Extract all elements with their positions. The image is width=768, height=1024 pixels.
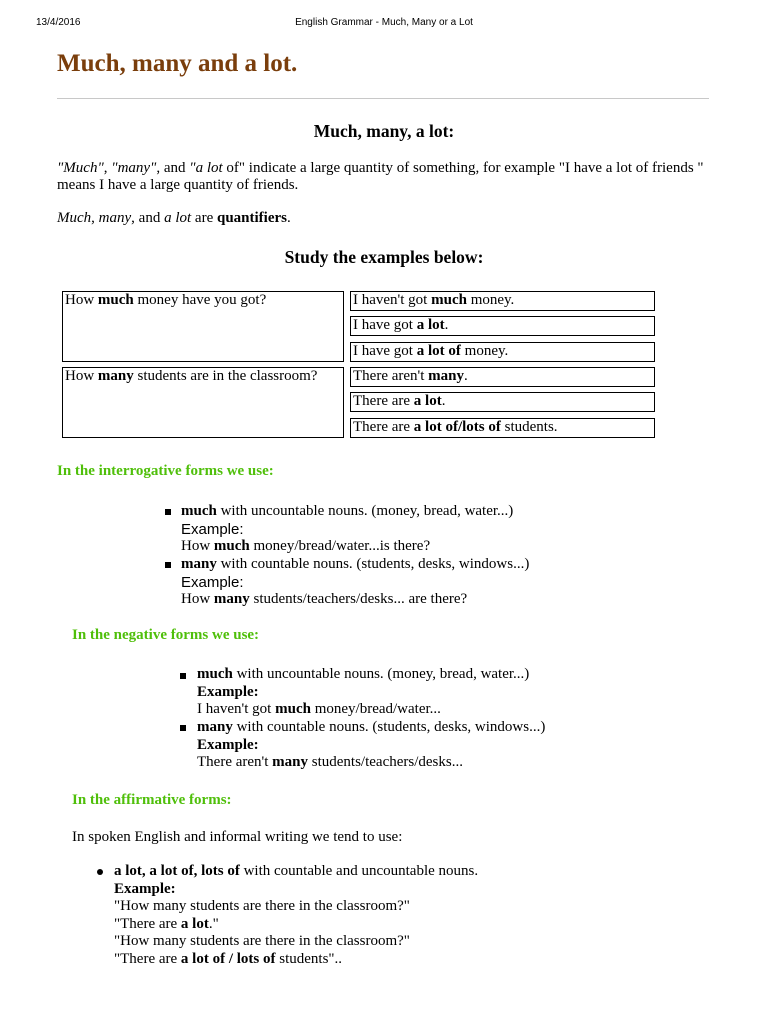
list-item xyxy=(197,719,545,772)
divider xyxy=(57,98,709,99)
ex-post: students/teachers/desks... xyxy=(308,754,463,770)
print-date: 13/4/2016 xyxy=(36,17,81,28)
intro-sep1: , xyxy=(103,160,112,176)
a6-post: students. xyxy=(500,419,558,435)
ex-pre: How xyxy=(181,591,214,607)
intro-alot: "a lot xyxy=(189,160,223,176)
item-text: with countable and uncountable nouns. xyxy=(239,863,479,879)
q1-post: money have you got? xyxy=(133,292,267,308)
ex-post: students".. xyxy=(275,950,343,967)
ex-pre: I haven't got xyxy=(197,701,276,717)
a4-post: . xyxy=(464,368,468,384)
affirmative-heading: In the affirmative forms: xyxy=(72,792,232,808)
answer-cell xyxy=(350,291,655,311)
q1-bold: much xyxy=(97,292,134,308)
item-text: with uncountable nouns. (money, bread, water...) xyxy=(216,503,514,519)
a4-bold: many xyxy=(428,368,464,384)
ex-post: students/teachers/desks... are there? xyxy=(249,591,468,607)
negative-heading: In the negative forms we use: xyxy=(72,627,260,643)
quant-sep1: , xyxy=(91,210,99,226)
ex-bold: a lot xyxy=(180,915,209,932)
q2-post: students are in the classroom? xyxy=(133,368,318,384)
quant-sep2: , and xyxy=(131,210,165,226)
a3-pre: I have got xyxy=(353,343,417,359)
quant-alot: a lot xyxy=(164,210,192,226)
ex-bold: a lot of / lots of xyxy=(180,950,276,967)
item-text: with countable nouns. (students, desks, windows...) xyxy=(216,556,530,572)
item-bold: much xyxy=(197,666,233,682)
answer-cell xyxy=(350,392,655,412)
square-bullet-icon xyxy=(165,562,171,568)
example-label: Example: xyxy=(197,736,259,753)
answer-cell xyxy=(350,367,655,387)
quant-end: . xyxy=(287,210,291,226)
a6-pre: There are xyxy=(353,419,414,435)
a1-bold: much xyxy=(431,292,467,308)
ex-bold: many xyxy=(272,754,308,770)
ex-bold: much xyxy=(275,701,311,717)
page-title: Much, many and a lot. xyxy=(57,50,298,77)
round-bullet-icon xyxy=(97,869,103,875)
example-label: Example: xyxy=(181,520,244,538)
quant-much: Much xyxy=(57,210,92,226)
print-page-title: English Grammar - Much, Many or a Lot xyxy=(295,17,473,28)
ex-bold: many xyxy=(213,591,250,607)
square-bullet-icon xyxy=(165,509,171,515)
answer-cell xyxy=(350,342,655,362)
interrogative-heading: In the interrogative forms we use: xyxy=(57,463,274,479)
ex-post: money/bread/water... xyxy=(310,701,441,717)
section-title: Much, many, a lot: xyxy=(313,121,455,141)
question-cell-many xyxy=(62,367,344,438)
ex-pre: How xyxy=(181,538,214,554)
intro-paragraph xyxy=(57,160,717,194)
item-bold: many xyxy=(181,556,217,572)
list-item xyxy=(114,863,478,968)
answer-cell xyxy=(350,418,655,438)
a3-bold: a lot of xyxy=(416,343,461,359)
example-label: Example: xyxy=(181,573,244,591)
question-cell-much xyxy=(62,291,344,362)
list-item xyxy=(181,556,529,609)
a6-bold: a lot of/lots of xyxy=(413,419,501,435)
quant-many: many xyxy=(98,210,132,226)
a3-post: money. xyxy=(460,343,509,359)
answer-cell xyxy=(350,316,655,336)
ex-pre: "There are xyxy=(114,915,181,932)
square-bullet-icon xyxy=(180,673,186,679)
example-label: Example: xyxy=(114,880,176,897)
a2-bold: a lot xyxy=(416,317,445,333)
a1-post: money. xyxy=(466,292,515,308)
ex-post: money/bread/water...is there? xyxy=(249,538,431,554)
a5-bold: a lot xyxy=(413,393,442,409)
example-line: "How many students are there in the classroom?" xyxy=(114,933,410,949)
intro-many: "many" xyxy=(111,160,157,176)
a1-pre: I haven't got xyxy=(353,292,432,308)
example-line: "How many students are there in the classroom?" xyxy=(114,898,410,914)
spoken-paragraph: In spoken English and informal writing we tend to use: xyxy=(72,829,403,845)
ex-pre: There aren't xyxy=(197,754,273,770)
quantifiers-paragraph xyxy=(57,210,291,227)
item-bold: many xyxy=(197,719,233,735)
q1-pre: How xyxy=(65,292,98,308)
q2-pre: How xyxy=(65,368,98,384)
list-item xyxy=(197,666,529,719)
a5-pre: There are xyxy=(353,393,414,409)
item-bold: a lot, a lot of, lots of xyxy=(114,863,240,879)
q2-bold: many xyxy=(97,368,134,384)
list-item xyxy=(181,503,513,556)
intro-much: "Much" xyxy=(57,160,104,176)
intro-rest: of" indicate a large quantity of something, for example "I have a lot of friends " means I have a large quantity of friends. xyxy=(57,160,704,193)
a2-pre: I have got xyxy=(353,317,417,333)
example-label: Example: xyxy=(197,683,259,700)
item-text: with uncountable nouns. (money, bread, water...) xyxy=(232,666,530,682)
a4-pre: There aren't xyxy=(353,368,429,384)
quant-word: quantifiers xyxy=(216,210,287,226)
square-bullet-icon xyxy=(180,725,186,731)
ex-pre: "There are xyxy=(114,950,181,967)
a5-post: . xyxy=(441,393,446,409)
a2-post: . xyxy=(444,317,449,333)
item-text: with countable nouns. (students, desks, windows...) xyxy=(232,719,546,735)
quant-are: are xyxy=(191,210,217,226)
intro-sep2: , and xyxy=(156,160,190,176)
study-title: Study the examples below: xyxy=(284,247,484,267)
ex-post: ." xyxy=(208,915,219,932)
item-bold: much xyxy=(181,503,217,519)
ex-bold: much xyxy=(213,538,250,554)
